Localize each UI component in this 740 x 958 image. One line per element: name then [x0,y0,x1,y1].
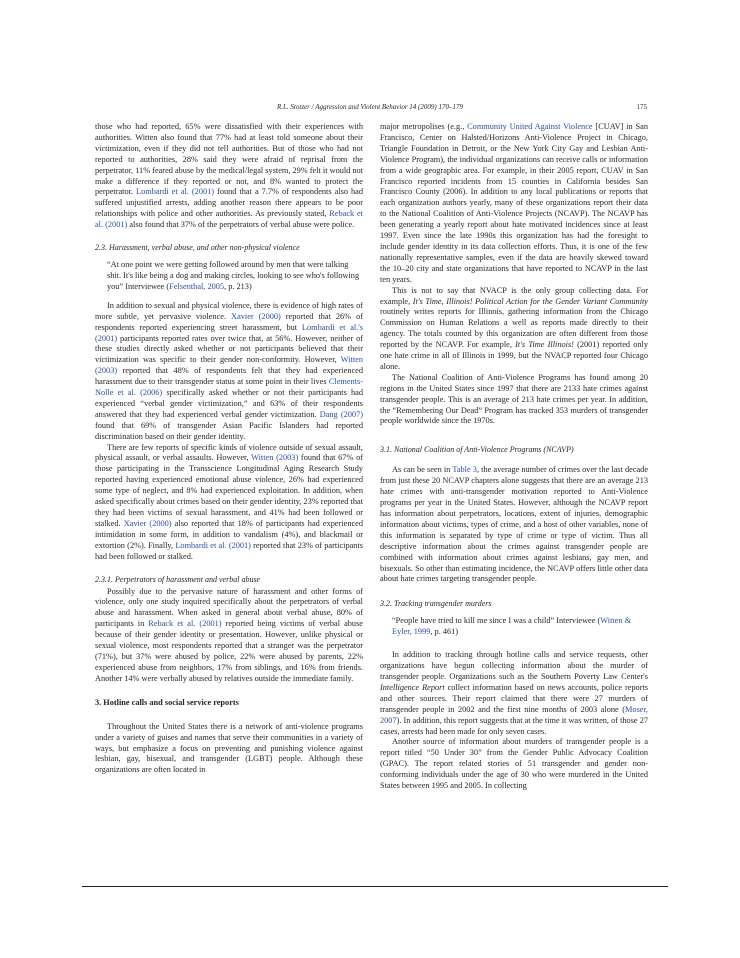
citation-link[interactable]: Xavier (2000) [123,518,172,528]
citation-link[interactable]: Reback et al. (2001) [95,209,363,230]
paragraph: In addition to tracking through hotline calls and service requests, other organizations have begun collecting information about the murder of transgender people. Organizations such as the Southern Poverty Law Center's Intelligence Report collect information based on news accounts, police reports and other sources. Their report claimed that there were 27 murders of transgender people in 2002 and the first nine months of 2003 alone (Moser, 2007). In addition, this report suggests that at the time it was written, of those 27 cases, arrests had been made for only seven cases. [380,650,648,736]
section-heading-3-2: 3.2. Tracking transgender murders [380,599,492,609]
table-link[interactable]: Table 3 [452,465,477,475]
left-column [95,122,363,776]
paragraph: those who had reported, 65% were dissatisfied with their experiences with authorities. Witten also found that 77% had at least told someone about their victimization, even if they did not tell authorities. But of those who had not reported to authorities, 28% said they were afraid of reprisal from the perpetrator, 11% feared abuse by the medical/legal system, 29% felt it would not make a difference if they reported or not, and 8% wanted to protect the perpetrator. Lombardi et al. (2001) found that a 7.7% of respondents also had suffered unjustified arrests, adding another reason there appears to be poor relationships with police and other authorities. As previously stated, Reback et al. (2001) also found that 37% of the perpetrators of verbal abuse were police. [95,122,363,230]
page-number: 175 [636,103,647,111]
section-heading-2-3: 2.3. Harassment, verbal abuse, and other non-physical violence [95,243,300,253]
paragraph: This is not to say that NVACP is the only group collecting data. For example, It's Time, Illinois! Political Action for the Gender Variant Community routinely writes reports for Illinois, gathering information from the Chicago Commission on Human Relations a well as reports made directly to their agency. The totals counted by this organization are often different from those reported by the NCAVP. For example, It's Time Illinois! (2001) reported only one hate crime in all of Illinois in 1999, but the NVACP reported four Chicago alone. [380,285,648,371]
paragraph: Possibly due to the pervasive nature of harassment and other forms of violence, only one study inquired specifically about the perpetrators of verbal abuse and harassment. When asked in general about verbal abuse, 80% of participants in Reback et al. (2001) reported being victims of verbal abuse because of their gender identity or presentation. However, unlike physical or sexual violence, most respondents reported that a stranger was the perpetrator (71%), but 37% were abused by police, 22% were abused by parents, 22% experienced abuse from neighbors, 17% from siblings, and 16% from friends. Another 14% were verbally abused by relatives outside the immediate family. [95,586,363,683]
right-column [380,122,648,792]
citation-link[interactable]: Lombardi et al. (2001) [175,540,251,550]
citation-link[interactable]: Witten & Eyler, 1999 [392,616,632,637]
section-heading-2-3-1: 2.3.1. Perpetrators of harassment and verbal abuse [95,574,261,584]
block-quote: “At one point we were getting followed around by men that were talking shit. It's like being a dog and making circles, looking to see who's following you” Interviewee (Felsenthal, 2005, p. 213) [107,260,360,291]
paragraph: As can be seen in Table 3, the average number of crimes over the last decade from just these 20 NCAVP chapters alone suggests that there are an average 213 hate crimes with anti-transgender motivation reported to Anti-Violence programs per year in the United States. However, although the NCAVP report has information about perpetrators, locations, extent of injuries, demographic information about victims, types of crime, and a host of other variables, none of this information is separated by type of crime or type of victim. Thus all descriptive information about the crimes against transgender people are combined with information about crimes against lesbians, gay men, and bisexuals. So other than estimating incidence, the NCAVP offers little other data about hate crimes targeting transgender people. [380,465,649,584]
section-heading-3: 3. Hotline calls and social service reports [95,697,239,707]
citation-link[interactable]: Reback et al. (2001) [148,619,222,629]
page-header [0,101,740,113]
paragraph: Another source of information about murders of transgender people is a report titled “50 Under 30” from the Gender Public Advocacy Coalition (GPAC). The report related stories of 51 transgender and gender non-conforming individuals under the age of 30 who were murdered in the United States between 1995 and 2005. In collecting [380,737,648,791]
paragraph: major metropolises (e.g., Community United Against Violence [CUAV] in San Francisco, Center on Halsted/Horizons Anti-Violence Project in Chicago, Triangle Foundation in Detroit, or the New York City Gay and Lesbian Anti-Violence Program), the individual organizations can receive calls or information from a wide geographic area. For example, in their 2005 report, CUAV in San Francisco reported incidents from 15 counties in California besides San Francisco County (2006). In addition to any local publications or reports that each organization authors yearly, many of these organizations report their data to the National Coalition of Anti-Violence Projects (NCAVP). The NCAVP has been generating a yearly report about hate motivated incidences since at least 1997. Even since the late 1990s this organization has had the foresight to include gender identity in its data collection efforts. Thus, it is one of the few nationally representative samples, even if the data are heavily skewed toward the 10–20 city and state organizations that have reported to NCAVP in the last ten years. [380,122,648,284]
citation-link[interactable]: Witten (2003) [251,453,299,463]
citation-link[interactable]: Clements-Nolle et al. (2006) [95,377,363,398]
paragraph: The National Coalition of Anti-Violence Programs has found among 20 regions in the United States since 1997 that there are 2133 hate crimes against transgender people. This is an average of 213 hate crimes per year. In addition, the “Remembering Our Dead” Program has tracked 353 murders of transgender people worldwide since the 1970s. [380,372,648,426]
footer-rule [82,886,668,887]
paragraph: In addition to sexual and physical violence, there is evidence of high rates of more subtle, yet pervasive violence. Xavier (2000) reported that 26% of respondents reported experiencing street harassment, but Lombardi et al.'s (2001) participants reported rates over twice that, at 56%. However, neither of these studies directly asked whether or not participants believed that their victimization was specific to their gender non-conformity. However, Witten (2003) reported that 48% of respondents felt that they had experienced harassment due to their transgender status at some point in their lives Clements-Nolle et al. (2006) specifically asked whether or not their participants had experienced “verbal gender victimization,” and 63% of their respondents answered that they had experienced verbal gender victimization. Dang (2007) found that 69% of transgender Asian Pacific Islanders had reported discrimination based on their gender identity. [95,300,363,441]
citation-link[interactable]: Lombardi et al. (2001) [136,187,215,197]
citation-link[interactable]: Felsenthal, 2005 [169,281,225,291]
citation-link[interactable]: Moser, 2007 [380,704,648,725]
paragraph: There are few reports of specific kinds of violence outside of sexual assault, physical assault, or verbal assaults. However, Witten (2003) found that 67% of those participating in the Transscience Longitudinal Aging Research Study reported having experienced emotional abuse violence, 26% had experienced some type of neglect, and 8% had experienced exploitation. In addition, when asked specifically about crimes based on their gender identity, 23% reported that they had been victims of sexual harassment, and 41% had been followed or stalked. Xavier (2000) also reported that 18% of participants had experienced intimidation in some form, in addition to vandalism (4%), and blackmail or extortion (2%). Finally, Lombardi et al. (2001) reported that 23% of participants had been followed or stalked. [95,442,363,561]
block-quote: “People have tried to kill me since I was a child” Interviewee (Witten & Eyler, 1999, p. 461) [392,616,632,637]
citation-link[interactable]: Lombardi et al.'s (2001) [95,322,363,343]
running-head: R.L. Stotzer / Aggression and Violent Behavior 14 (2009) 170–179 [277,103,463,111]
citation-link[interactable]: Xavier (2000) [231,311,281,321]
paragraph: Throughout the United States there is a network of anti-violence programs under a variety of guises and names that serve their communities in a variety of ways, but emphasize a focus on preventing and punishing violence against lesbian, gay, bisexual, and transgender (LGBT) people. Although these organizations are often located in [95,721,363,775]
citation-link[interactable]: Witten (2003) [95,355,363,376]
citation-link[interactable]: Community United Against Violence [467,122,593,131]
section-heading-3-1: 3.1. National Coalition of Anti-Violence Programs (NCAVP) [380,445,574,455]
citation-link[interactable]: Dang (2007) [319,409,363,419]
